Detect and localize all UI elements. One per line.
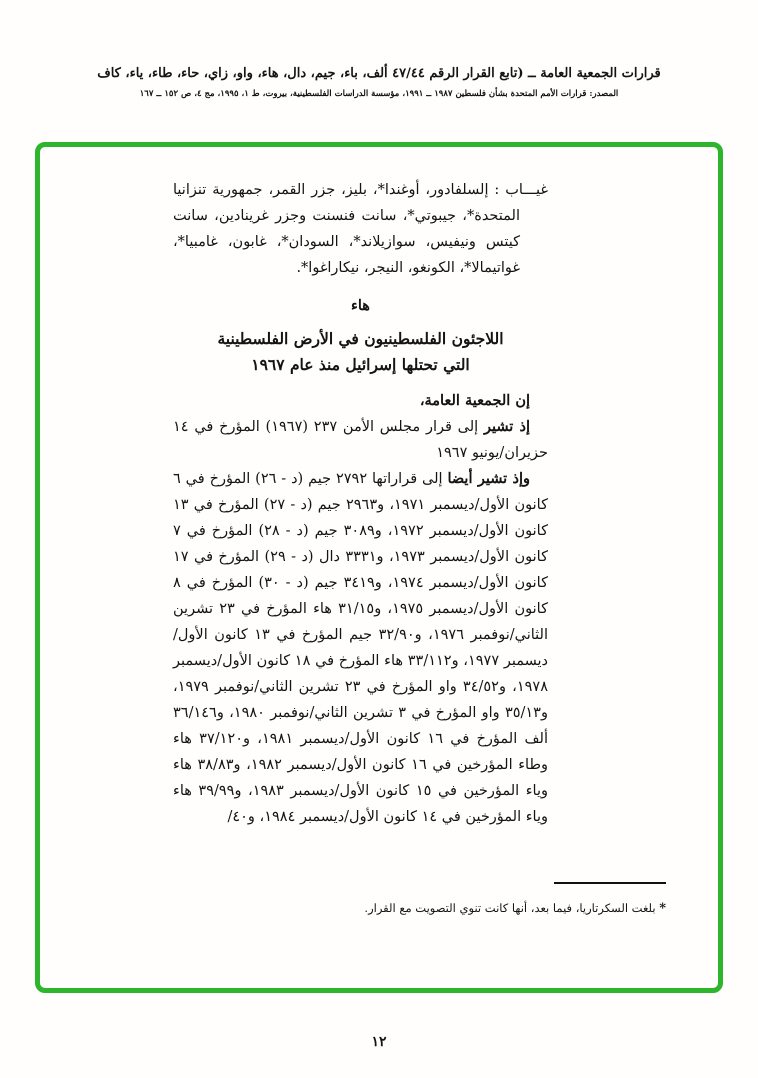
paragraph-lead: وإذ تشير أيضا <box>447 470 530 487</box>
footnote-text-line <box>281 899 666 918</box>
resolution-heading-line2: التي تحتلها إسرائيل منذ عام ١٩٦٧ <box>251 355 470 374</box>
absence-list-paragraph <box>173 177 548 281</box>
preamble-paragraph-1 <box>173 414 548 466</box>
paragraph-body: إلى قرار مجلس الأمن ٢٣٧ (١٩٦٧) المؤرخ في ١٤ حزيران/يونيو ١٩٦٧ <box>173 419 548 461</box>
resolution-heading <box>173 326 548 378</box>
footnote-separator <box>554 882 666 884</box>
footnote-text: بلغت السكرتاريا، فيما بعد، أنها كانت تنوي التصويت مع القرار. <box>364 901 656 915</box>
paragraph-lead: إذ تشير <box>483 418 530 435</box>
document-header-title: قرارات الجمعية العامة ــ (تابع القرار الرقم ٤٧/٤٤ ألف، باء، جيم، دال، هاء، واو، زاي، حاء، طاء، ياء، كاف <box>97 66 661 81</box>
resolution-heading-line1: اللاجئون الفلسطينيون في الأرض الفلسطينية <box>217 329 504 348</box>
page-number: ١٢ <box>371 1034 387 1050</box>
footnote-area <box>281 882 666 918</box>
absence-label: غيـــاب : <box>494 182 549 198</box>
footnote-asterisk: * <box>659 901 666 916</box>
paragraph-body: إلى قراراتها ٢٧٩٢ جيم (د - ٢٦) المؤرخ في ٦ كانون الأول/ديسمبر ١٩٧١، و٢٩٦٣ جيم (د - ٢٧) المؤرخ في ١٣ كانون الأول/ديسمبر ١٩٧٢، و٣٠٨٩ جيم (د - ٢٨) المؤرخ في ٧ كانون الأول/ديسمبر ١٩٧٣، و٣٣٣١ دال (د - ٢٩) المؤرخ في ١٧ كانون الأول/ديسمبر ١٩٧٤، و٣٤١٩ جيم (د - ٣٠) المؤرخ في ٨ كانون الأول/ديسمبر ١٩٧٥، و٣١/١٥ هاء المؤرخ في ٢٣ تشرين الثاني/نوفمبر ١٩٧٦، و٣٢/٩٠ جيم المؤرخ في ١٣ كانون الأول/ديسمبر ١٩٧٧، و٣٣/١١٢ هاء المؤرخ في ١٨ كانون الأول/ديسمبر ١٩٧٨، و٣٤/٥٢ واو المؤرخ في ٢٣ تشرين الثاني/نوفمبر ١٩٧٩، و٣٥/١٣ واو المؤرخ في ٣ تشرين الثاني/نوفمبر ١٩٨٠، و٣٦/١٤٦ ألف المؤرخ في ١٦ كانون الأول/ديسمبر ١٩٨١، و٣٧/١٢٠ هاء وطاء المؤرخين في ١٦ كانون الأول/ديسمبر ١٩٨٢، و٣٨/٨٣ هاء وياء المؤرخين في ١٥ كانون الأول/ديسمبر ١٩٨٣، و٣٩/٩٩ هاء وياء المؤرخين في ١٤ كانون الأول/ديسمبر ١٩٨٤، و٤٠/ <box>173 471 549 825</box>
source-citation: المصدر: قرارات الأمم المتحدة بشأن فلسطين ١٩٨٧ ــ ١٩٩١، مؤسسة الدراسات الفلسطينية، بيروت، ط ١، ١٩٩٥، مج ٤، ص ١٥٢ ــ ١٦٧ <box>139 89 619 99</box>
preamble-opening: إن الجمعية العامة، <box>419 392 530 409</box>
page-header <box>36 66 722 99</box>
preamble-paragraph-2 <box>173 466 548 830</box>
absence-countries-text: إلسلفادور، أوغندا*، بليز، جزر القمر، جمهورية تنزانيا المتحدة*، جيبوتي*، سانت فنسنت وجزر غرينادين، سانت كيتس ونيفيس، سوازيلاند*، السودان*، غابون، غامبيا*، غواتيمالا*، الكونغو، النيجر، نيكاراغوا*. <box>173 182 520 276</box>
resolution-text-column <box>173 177 548 830</box>
section-letter: هاء <box>351 297 370 314</box>
highlight-border-box <box>35 142 723 993</box>
